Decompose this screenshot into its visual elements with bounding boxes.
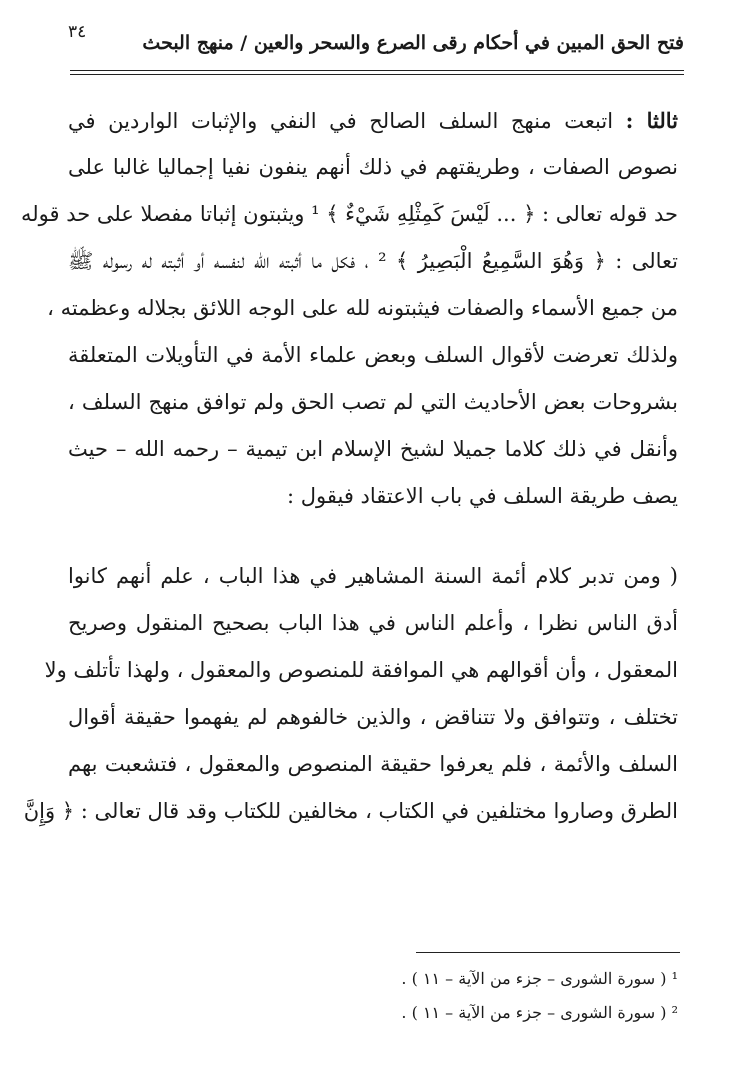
body-line: ثالثا : اتبعت منهج السلف الصالح في النفي والإثبات الواردين في <box>68 108 678 133</box>
body-line: ( ومن تدبر كلام أئمة السنة المشاهير في هذا الباب ، علم أنهم كانوا <box>68 564 678 588</box>
body-line: يصف طريقة السلف في باب الاعتقاد فيقول : <box>287 484 678 508</box>
running-header: فتح الحق المبين في أحكام رقى الصرع والسحر والعين / منهج البحث <box>142 32 684 54</box>
page-number: ٣٤ <box>68 22 87 42</box>
footnote-1: ¹ ( سورة الشورى – جزء من الآية – ١١ ) . <box>401 969 678 988</box>
body-line: السلف والأئمة ، فلم يعرفوا حقيقة المنصوص والمعقول ، فتشعبت بهم <box>68 752 678 776</box>
body-line: نصوص الصفات ، وطريقتهم في ذلك أنهم ينفون نفيا إجماليا غالبا على <box>68 155 678 179</box>
paragraph-1 <box>20 97 679 520</box>
body-line: تعالى : ﴿ وَهُوَ السَّمِيعُ الْبَصِيرُ ﴾ ² ، فكل ما أثبته الله لنفسه أو أثبته له رسوله ﷺ <box>68 249 679 273</box>
body-line: المعقول ، وأن أقوالهم هي الموافقة للمنصوص والمعقول ، ولهذا تأتلف ولا <box>44 658 678 682</box>
body-line: ولذلك تعرضت لأقوال السلف وبعض علماء الأمة في التأويلات المتعلقة <box>68 343 678 367</box>
header-rule <box>70 70 684 75</box>
paragraph-lead: ثالثا : <box>625 108 678 133</box>
body-line: أدق الناس نظرا ، وأعلم الناس في هذا الباب بصحيح المنقول وصريح <box>68 611 678 635</box>
body-line: وأنقل في ذلك كلاما جميلا لشيخ الإسلام ابن تيمية – رحمه الله – حيث <box>68 437 678 461</box>
footnote-2: ² ( سورة الشورى – جزء من الآية – ١١ ) . <box>401 1003 678 1022</box>
body-line: الطرق وصاروا مختلفين في الكتاب ، مخالفين للكتاب وقد قال تعالى : ﴿ وَإِنَّ <box>23 799 678 823</box>
body-line: حد قوله تعالى : ﴿ ... لَيْسَ كَمِثْلِهِ شَيْءٌ ﴾ ¹ ويثبتون إثباتا مفصلا على حد قوله <box>20 202 678 226</box>
body-line: تختلف ، وتتوافق ولا تتناقض ، والذين خالفوهم لم يفهموا حقيقة أقوال <box>68 705 678 729</box>
quotation-paragraph <box>23 553 678 835</box>
body-line: من جميع الأسماء والصفات فيثبتونه لله على الوجه اللائق بجلاله وعظمته ، <box>47 296 678 320</box>
body-line: بشروحات بعض الأحاديث التي لم تصب الحق ولم توافق منهج السلف ، <box>68 390 678 414</box>
footnote-divider <box>416 952 680 953</box>
footnotes <box>401 962 678 1030</box>
